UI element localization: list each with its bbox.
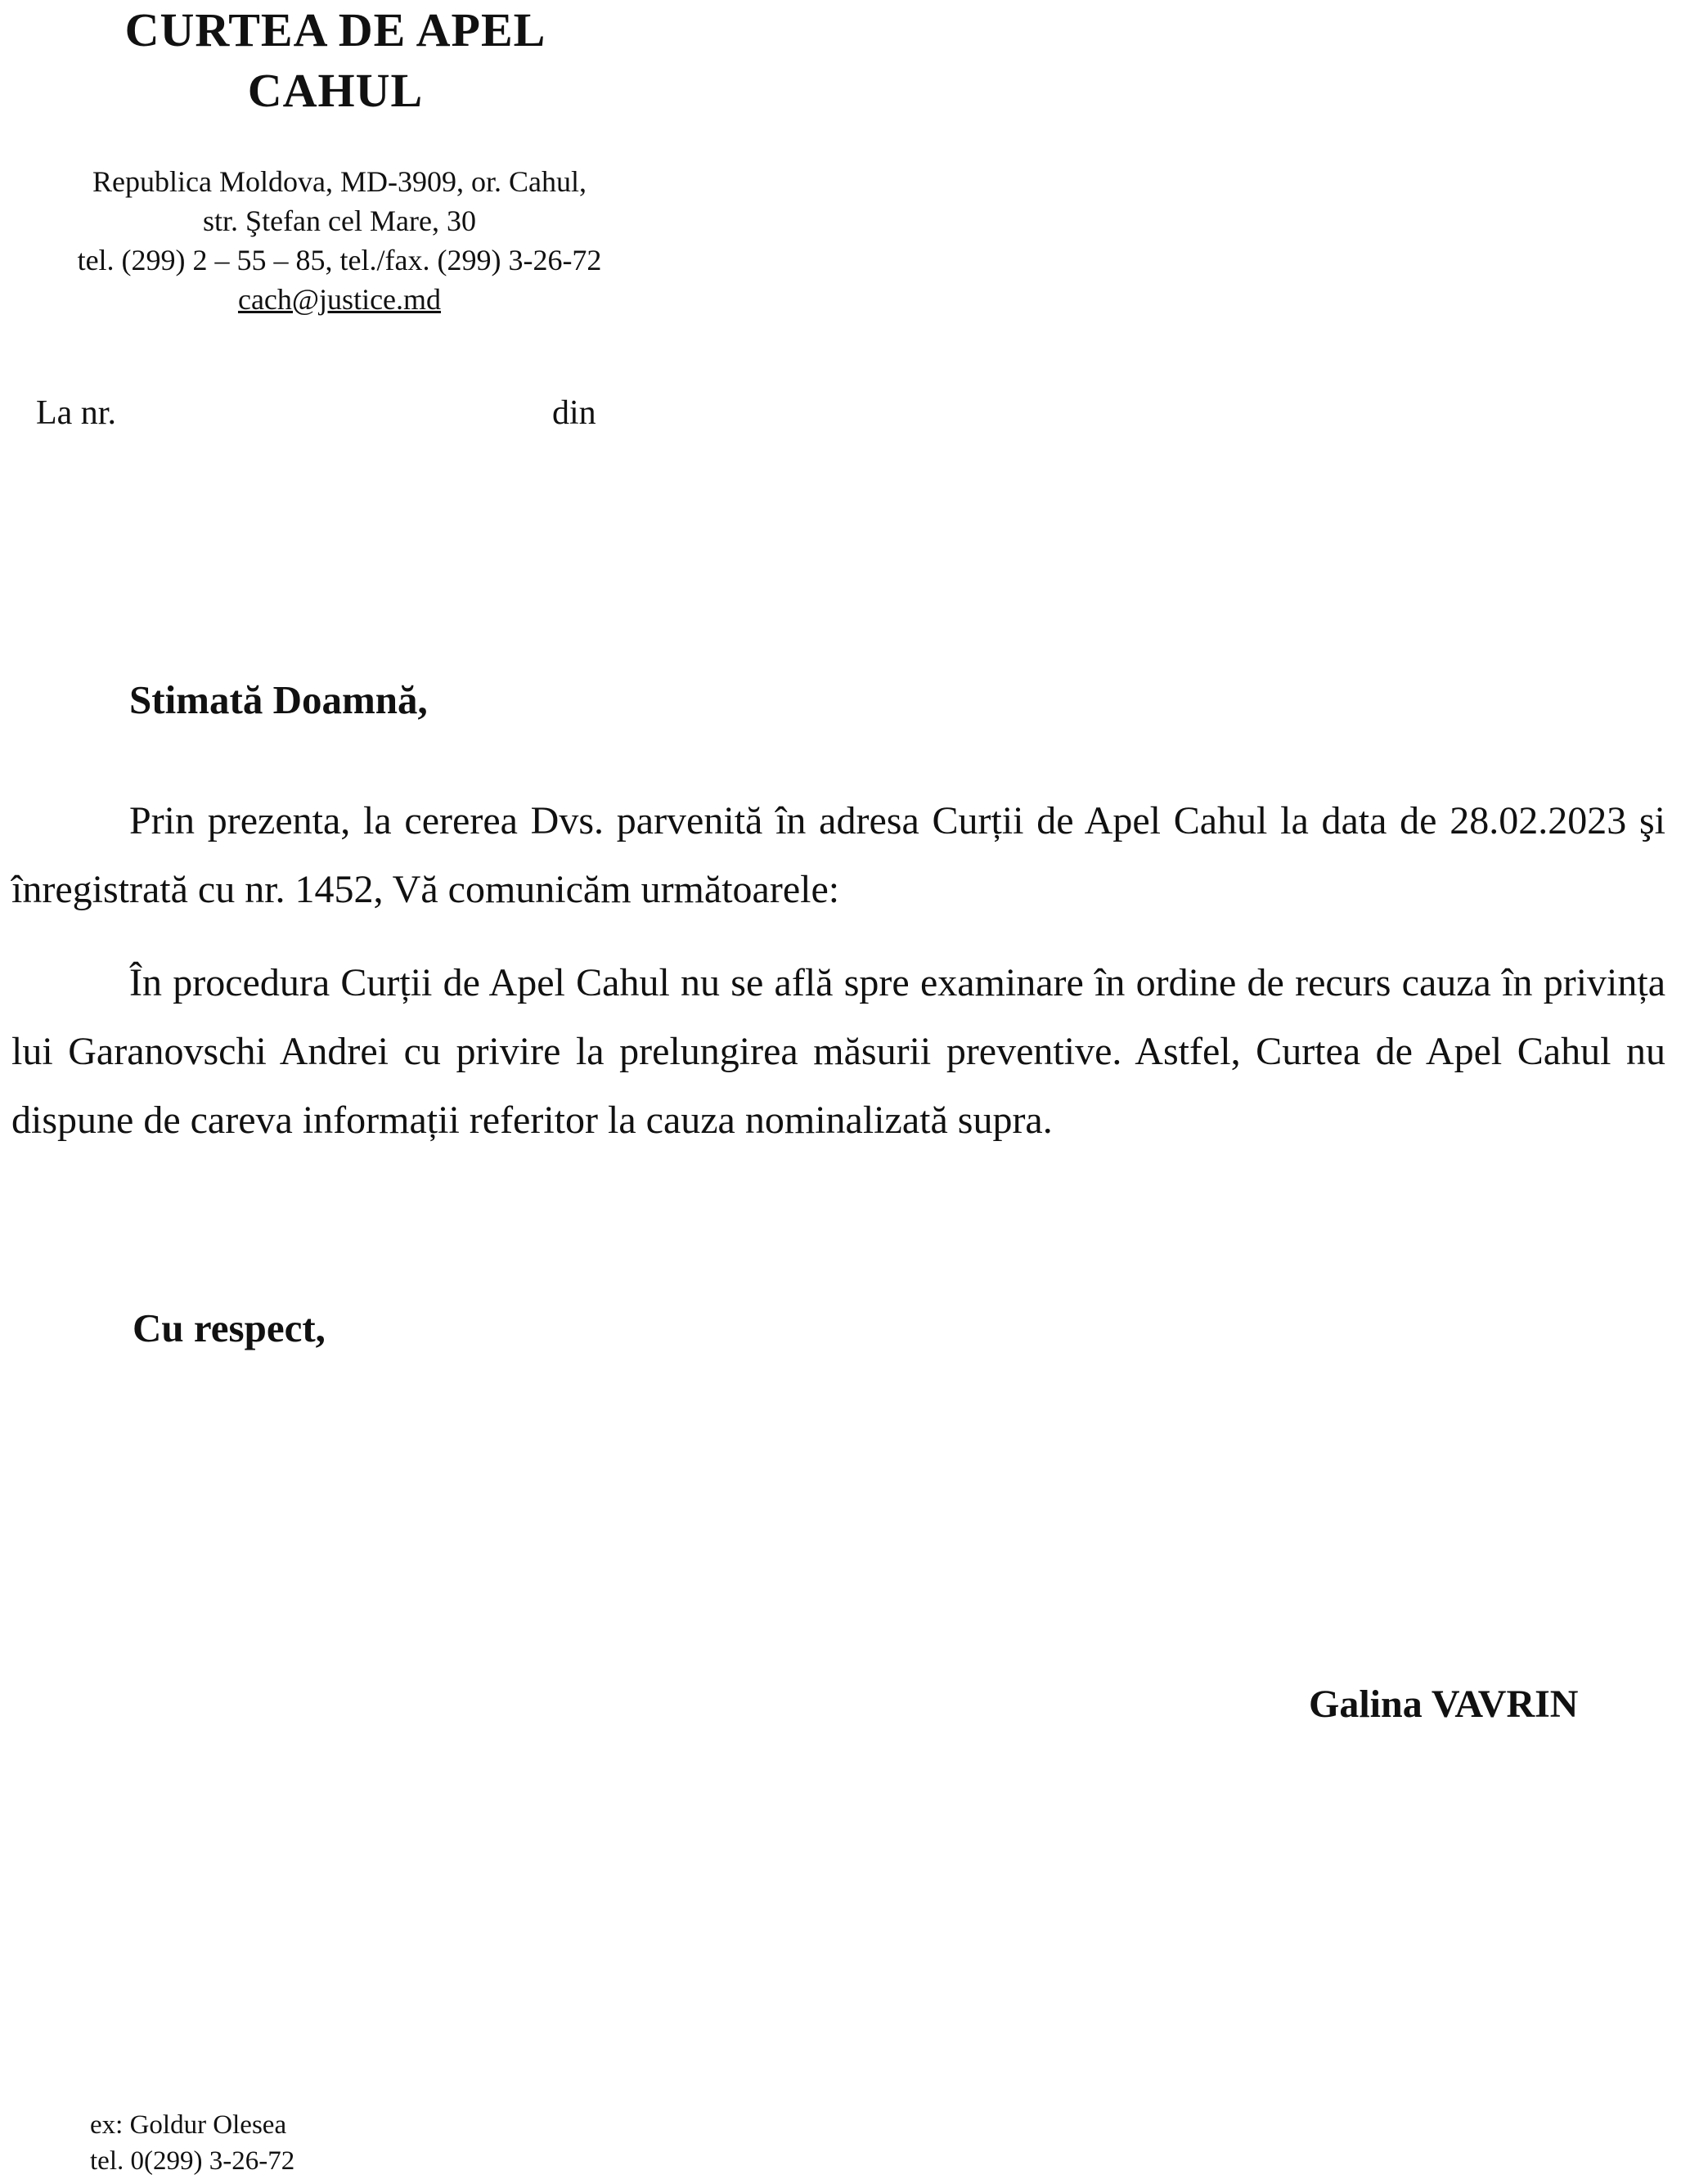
- email-link[interactable]: cach@justice.md: [237, 283, 442, 316]
- executor-block: [90, 2107, 294, 2179]
- address-line-2: str. Ştefan cel Mare, 30: [203, 204, 476, 237]
- salutation: Stimată Doamnă,: [129, 677, 428, 722]
- body-paragraph-2: În procedura Curții de Apel Cahul nu se află spre examinare în ordine de recurs cauza în privința lui Garanovschi Andrei cu privire la prelungirea măsurii preventive. Astfel, Curtea de Apel Cahul nu dispune de careva informații referitor la cauza nominalizată supra.: [11, 961, 1665, 1142]
- executor-name: ex: Goldur Olesea: [90, 2110, 287, 2140]
- signatory-name: Galina VAVRIN: [1309, 1683, 1579, 1726]
- phone-line: tel. (299) 2 – 55 – 85, tel./fax. (299) 3-26-72: [77, 244, 602, 276]
- closing-phrase: Cu respect,: [133, 1305, 326, 1350]
- court-address-block: [25, 162, 654, 319]
- court-name-line-1: CURTEA DE APEL: [124, 3, 546, 56]
- court-name-line-2: CAHUL: [247, 64, 424, 117]
- reference-number-label: La nr.: [36, 394, 116, 432]
- court-name-heading: [0, 0, 671, 121]
- executor-phone: tel. 0(299) 3-26-72: [90, 2146, 295, 2176]
- reference-date-label: din: [552, 394, 596, 432]
- address-line-1: Republica Moldova, MD-3909, or. Cahul,: [92, 165, 587, 198]
- body-paragraph-1: Prin prezenta, la cererea Dvs. parvenită în adresa Curții de Apel Cahul la data de 28.02.2023 şi înregistrată cu nr. 1452, Vă comunicăm următoarele:: [11, 799, 1665, 911]
